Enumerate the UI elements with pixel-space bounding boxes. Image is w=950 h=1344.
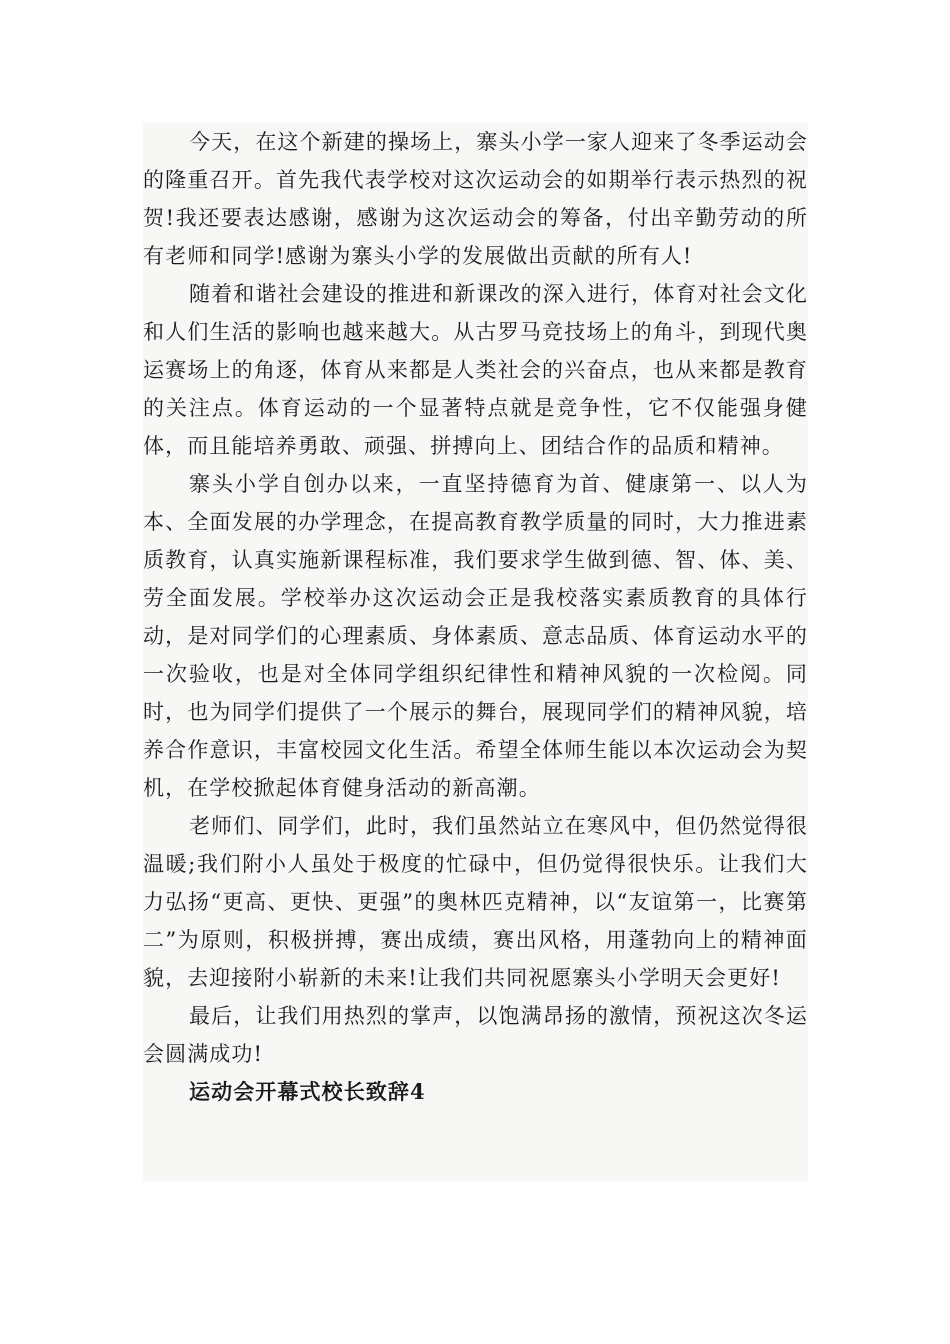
paragraph-school-philosophy: 寨头小学自创办以来，一直坚持德育为首、健康第一、以人为本、全面发展的办学理念，在提高教育教学质量的同时，大力推进素质教育，认真实施新课程标准，我们要求学生做到德、智、体、美、劳全面发展。学校举办这次运动会正是我校落实素质教育的具体行动，是对同学们的心理素质、身体素质、意志品质、体育运动水平的一次验收，也是对全体同学组织纪律性和精神风貌的一次检阅。同时，也为同学们提供了一个展示的舞台，展现同学们的精神风貌，培养合作意识，丰富校园文化生活。希望全体师生能以本次运动会为契机，在学校掀起体育健身活动的新高潮。 — [143, 472, 808, 800]
paragraph-opening: 今天，在这个新建的操场上，寨头小学一家人迎来了冬季运动会的隆重召开。首先我代表学校对这次运动会的如期举行表示热烈的祝贺!我还要表达感谢，感谢为这次运动会的筹备，付出辛勤劳动的所有老师和同学!感谢为寨头小学的发展做出贡献的所有人! — [143, 130, 808, 268]
paragraph-closing: 最后，让我们用热烈的掌声，以饱满昂扬的激情，预祝这次冬运会圆满成功! — [143, 1004, 808, 1066]
paragraph-sports-significance: 随着和谐社会建设的推进和新课改的深入进行，体育对社会文化和人们生活的影响也越来越大。从古罗马竞技场上的角斗，到现代奥运赛场上的角逐，体育从来都是人类社会的兴奋点，也从来都是教育的关注点。体育运动的一个显著特点就是竞争性，它不仅能强身健体，而且能培养勇敢、顽强、拼搏向上、团结合作的品质和精神。 — [143, 282, 808, 458]
paragraph-encouragement: 老师们、同学们，此时，我们虽然站立在寒风中，但仍然觉得很温暖;我们附小人虽处于极度的忙碌中，但仍觉得很快乐。让我们大力弘扬“更高、更快、更强”的奥林匹克精神，以“友谊第一，比赛第二”为原则，积极拼搏，赛出成绩，赛出风格，用蓬勃向上的精神面貌，去迎接附小崭新的未来!让我们共同祝愿寨头小学明天会更好! — [143, 814, 808, 990]
document-body — [143, 123, 808, 1181]
section-heading: 运动会开幕式校长致辞4 — [189, 1079, 426, 1104]
